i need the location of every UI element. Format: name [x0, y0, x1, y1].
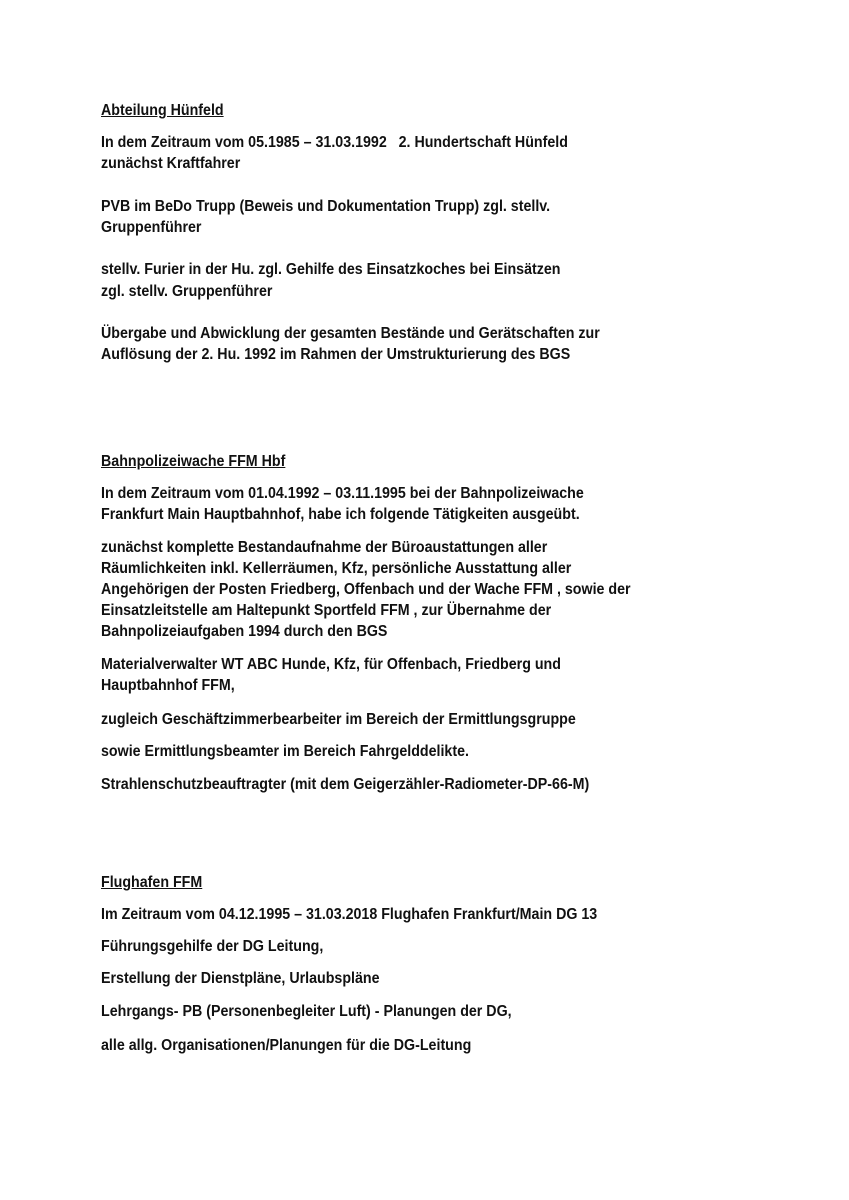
paragraph-line: Lehrgangs- PB (Personenbegleiter Luft) - Planungen der DG, [101, 1003, 512, 1020]
paragraph-line: In dem Zeitraum vom 05.1985 – 31.03.1992 2. Hundertschaft Hünfeld [101, 134, 568, 151]
paragraph-line: Gruppenführer [101, 219, 202, 236]
section-heading: Abteilung Hünfeld [101, 102, 224, 119]
paragraph-line: Führungsgehilfe der DG Leitung, [101, 938, 324, 955]
paragraph-line: zunächst komplette Bestandaufnahme der Büroaustattungen aller [101, 539, 548, 556]
paragraph-line: PVB im BeDo Trupp (Beweis und Dokumentation Trupp) zgl. stellv. [101, 198, 551, 215]
paragraph-line: Bahnpolizeiaufgaben 1994 durch den BGS [101, 623, 388, 640]
paragraph-line: Strahlenschutzbeauftragter (mit dem Geigerzähler-Radiometer-DP-66-M) [101, 776, 590, 793]
paragraph-line: In dem Zeitraum vom 01.04.1992 – 03.11.1995 bei der Bahnpolizeiwache [101, 485, 584, 502]
paragraph-line: zgl. stellv. Gruppenführer [101, 283, 273, 300]
section-heading: Flughafen FFM [101, 874, 203, 891]
paragraph-line: zugleich Geschäftzimmerbearbeiter im Bereich der Ermittlungsgruppe [101, 711, 576, 728]
paragraph-line: Übergabe und Abwicklung der gesamten Bestände und Gerätschaften zur [101, 325, 600, 342]
section-heading: Bahnpolizeiwache FFM Hbf [101, 453, 286, 470]
paragraph-line: Frankfurt Main Hauptbahnhof, habe ich folgende Tätigkeiten ausgeübt. [101, 506, 580, 523]
paragraph-line: stellv. Furier in der Hu. zgl. Gehilfe des Einsatzkoches bei Einsätzen [101, 261, 561, 278]
paragraph-line: Auflösung der 2. Hu. 1992 im Rahmen der Umstrukturierung des BGS [101, 346, 571, 363]
paragraph-line: Einsatzleitstelle am Haltepunkt Sportfeld FFM , zur Übernahme der [101, 602, 552, 619]
paragraph-line: zunächst Kraftfahrer [101, 155, 241, 172]
paragraph-line: Räumlichkeiten inkl. Kellerräumen, Kfz, persönliche Ausstattung aller [101, 560, 572, 577]
paragraph-line: Im Zeitraum vom 04.12.1995 – 31.03.2018 Flughafen Frankfurt/Main DG 13 [101, 906, 598, 923]
paragraph-line: Hauptbahnhof FFM, [101, 677, 235, 694]
paragraph-line: Erstellung der Dienstpläne, Urlaubspläne [101, 970, 380, 987]
paragraph-line: Materialverwalter WT ABC Hunde, Kfz, für Offenbach, Friedberg und [101, 656, 561, 673]
paragraph-line: alle allg. Organisationen/Planungen für die DG-Leitung [101, 1037, 472, 1054]
paragraph-line: sowie Ermittlungsbeamter im Bereich Fahrgelddelikte. [101, 743, 469, 760]
paragraph-line: Angehörigen der Posten Friedberg, Offenbach und der Wache FFM , sowie der [101, 581, 631, 598]
